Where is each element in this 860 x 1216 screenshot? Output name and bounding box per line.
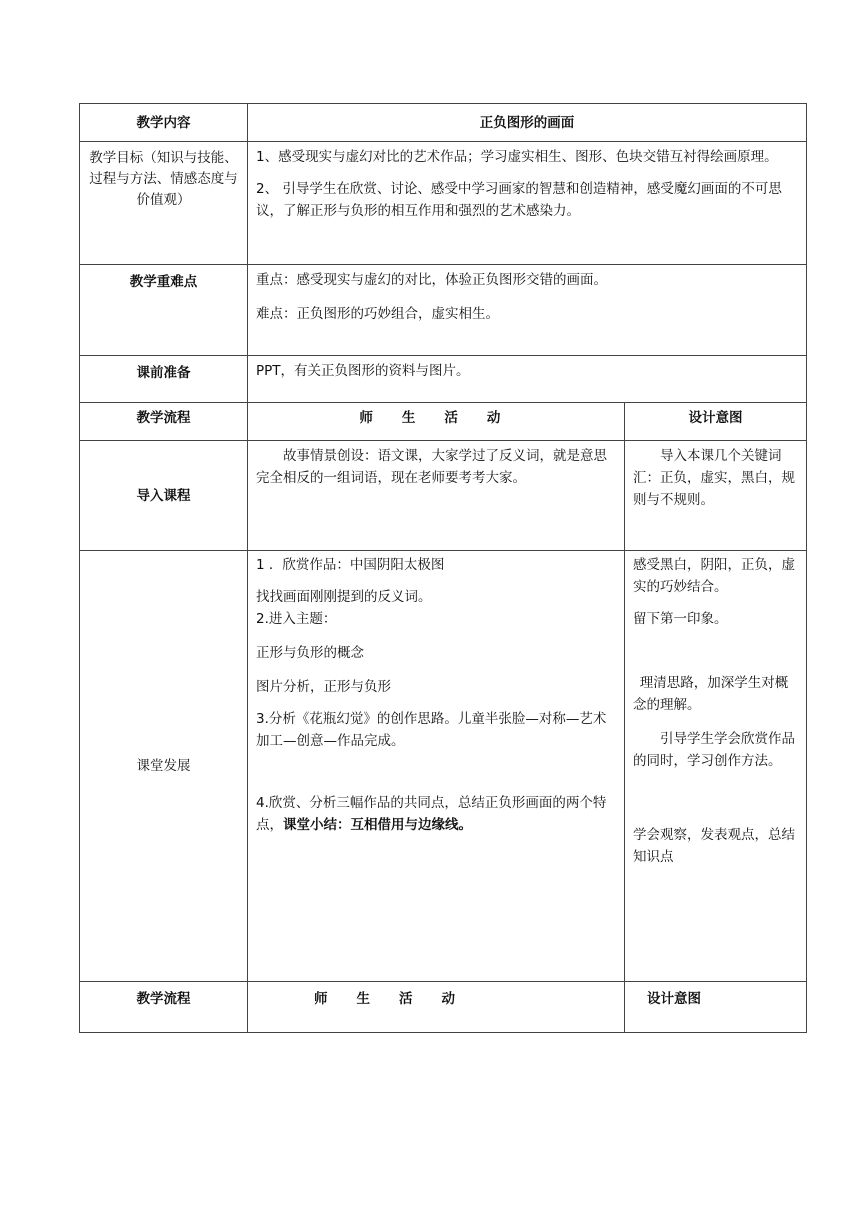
activity-step: 2.进入主题： <box>256 611 337 627</box>
intent-item: 感受黑白，阴阳，正负，虚实的巧妙结合。 <box>633 557 795 595</box>
key-points-row <box>80 265 807 356</box>
flow-header-row <box>80 403 807 441</box>
intro-intent: 导入本课几个关键词汇：正负，虚实，黑白，规则与不规则。 <box>633 448 795 508</box>
intent-item: 引导学生学会欣赏作品的同时，学习创作方法。 <box>633 731 795 769</box>
intent-item: 学会观察，发表观点，总结知识点 <box>633 827 795 865</box>
intent-label: 设计意图 <box>625 982 807 1033</box>
objective-item: 2、 引导学生在欣赏、讨论、感受中学习画家的智慧和创造精神，感受魔幻画面的不可思议，了解正形与负形的相互作用和强烈的艺术感染力。 <box>256 181 782 219</box>
difficult-point: 难点：正负图形的巧妙组合，虚实相生。 <box>256 306 499 322</box>
objectives-label: 教学目标（知识与技能、过程与方法、情感态度与价值观） <box>89 150 238 208</box>
development-label: 课堂发展 <box>80 551 248 982</box>
preparation-text: PPT，有关正负图形的资料与图片。 <box>248 356 807 403</box>
intro-activity: 故事情景创设：语文课，大家学过了反义词，就是意思完全相反的一组词语，现在老师要考考大家。 <box>256 448 607 486</box>
activity-step: 图片分析，正形与负形 <box>256 679 391 695</box>
development-row <box>80 551 807 982</box>
flow-label: 教学流程 <box>80 982 248 1033</box>
activity-step: 3.分析《花瓶幻觉》的创作思路。儿童半张脸—对称—艺术加工—创意—作品完成。 <box>256 711 607 749</box>
activity-step: 正形与负形的概念 <box>256 645 364 661</box>
objectives-row <box>80 142 807 265</box>
lesson-plan-table <box>79 103 807 1033</box>
activity-step-text: 4.欣赏、分析三幅作品的共同点，总结正负形画面的两个特点， <box>256 795 607 833</box>
flow-footer-row <box>80 982 807 1033</box>
objective-item: 1、感受现实与虚幻对比的艺术作品；学习虚实相生、图形、色块交错互衬得绘画原理。 <box>256 149 778 165</box>
flow-label: 教学流程 <box>80 403 248 441</box>
intent-label: 设计意图 <box>625 403 807 441</box>
intent-item: 留下第一印象。 <box>633 611 728 627</box>
preparation-label: 课前准备 <box>80 356 248 403</box>
activity-label: 师 生 活 动 <box>248 982 625 1033</box>
activity-step <box>256 792 616 836</box>
summary-text: 课堂小结：互相借用与边缘线。 <box>283 817 472 833</box>
activity-label: 师 生 活 动 <box>248 403 625 441</box>
intent-item: 理清思路，加深学生对概念的理解。 <box>633 675 789 713</box>
intro-label: 导入课程 <box>80 441 248 551</box>
title-row <box>80 104 807 142</box>
key-point: 重点：感受现实与虚幻的对比，体验正负图形交错的画面。 <box>256 272 607 288</box>
activity-step: 找找画面刚刚提到的反义词。 <box>256 589 432 605</box>
lesson-title: 正负图形的画面 <box>248 104 807 142</box>
intro-row <box>80 441 807 551</box>
key-points-label: 教学重难点 <box>80 265 248 356</box>
preparation-row <box>80 356 807 403</box>
content-label: 教学内容 <box>80 104 248 142</box>
activity-step: 1 ．欣赏作品：中国阴阳太极图 <box>256 557 445 573</box>
